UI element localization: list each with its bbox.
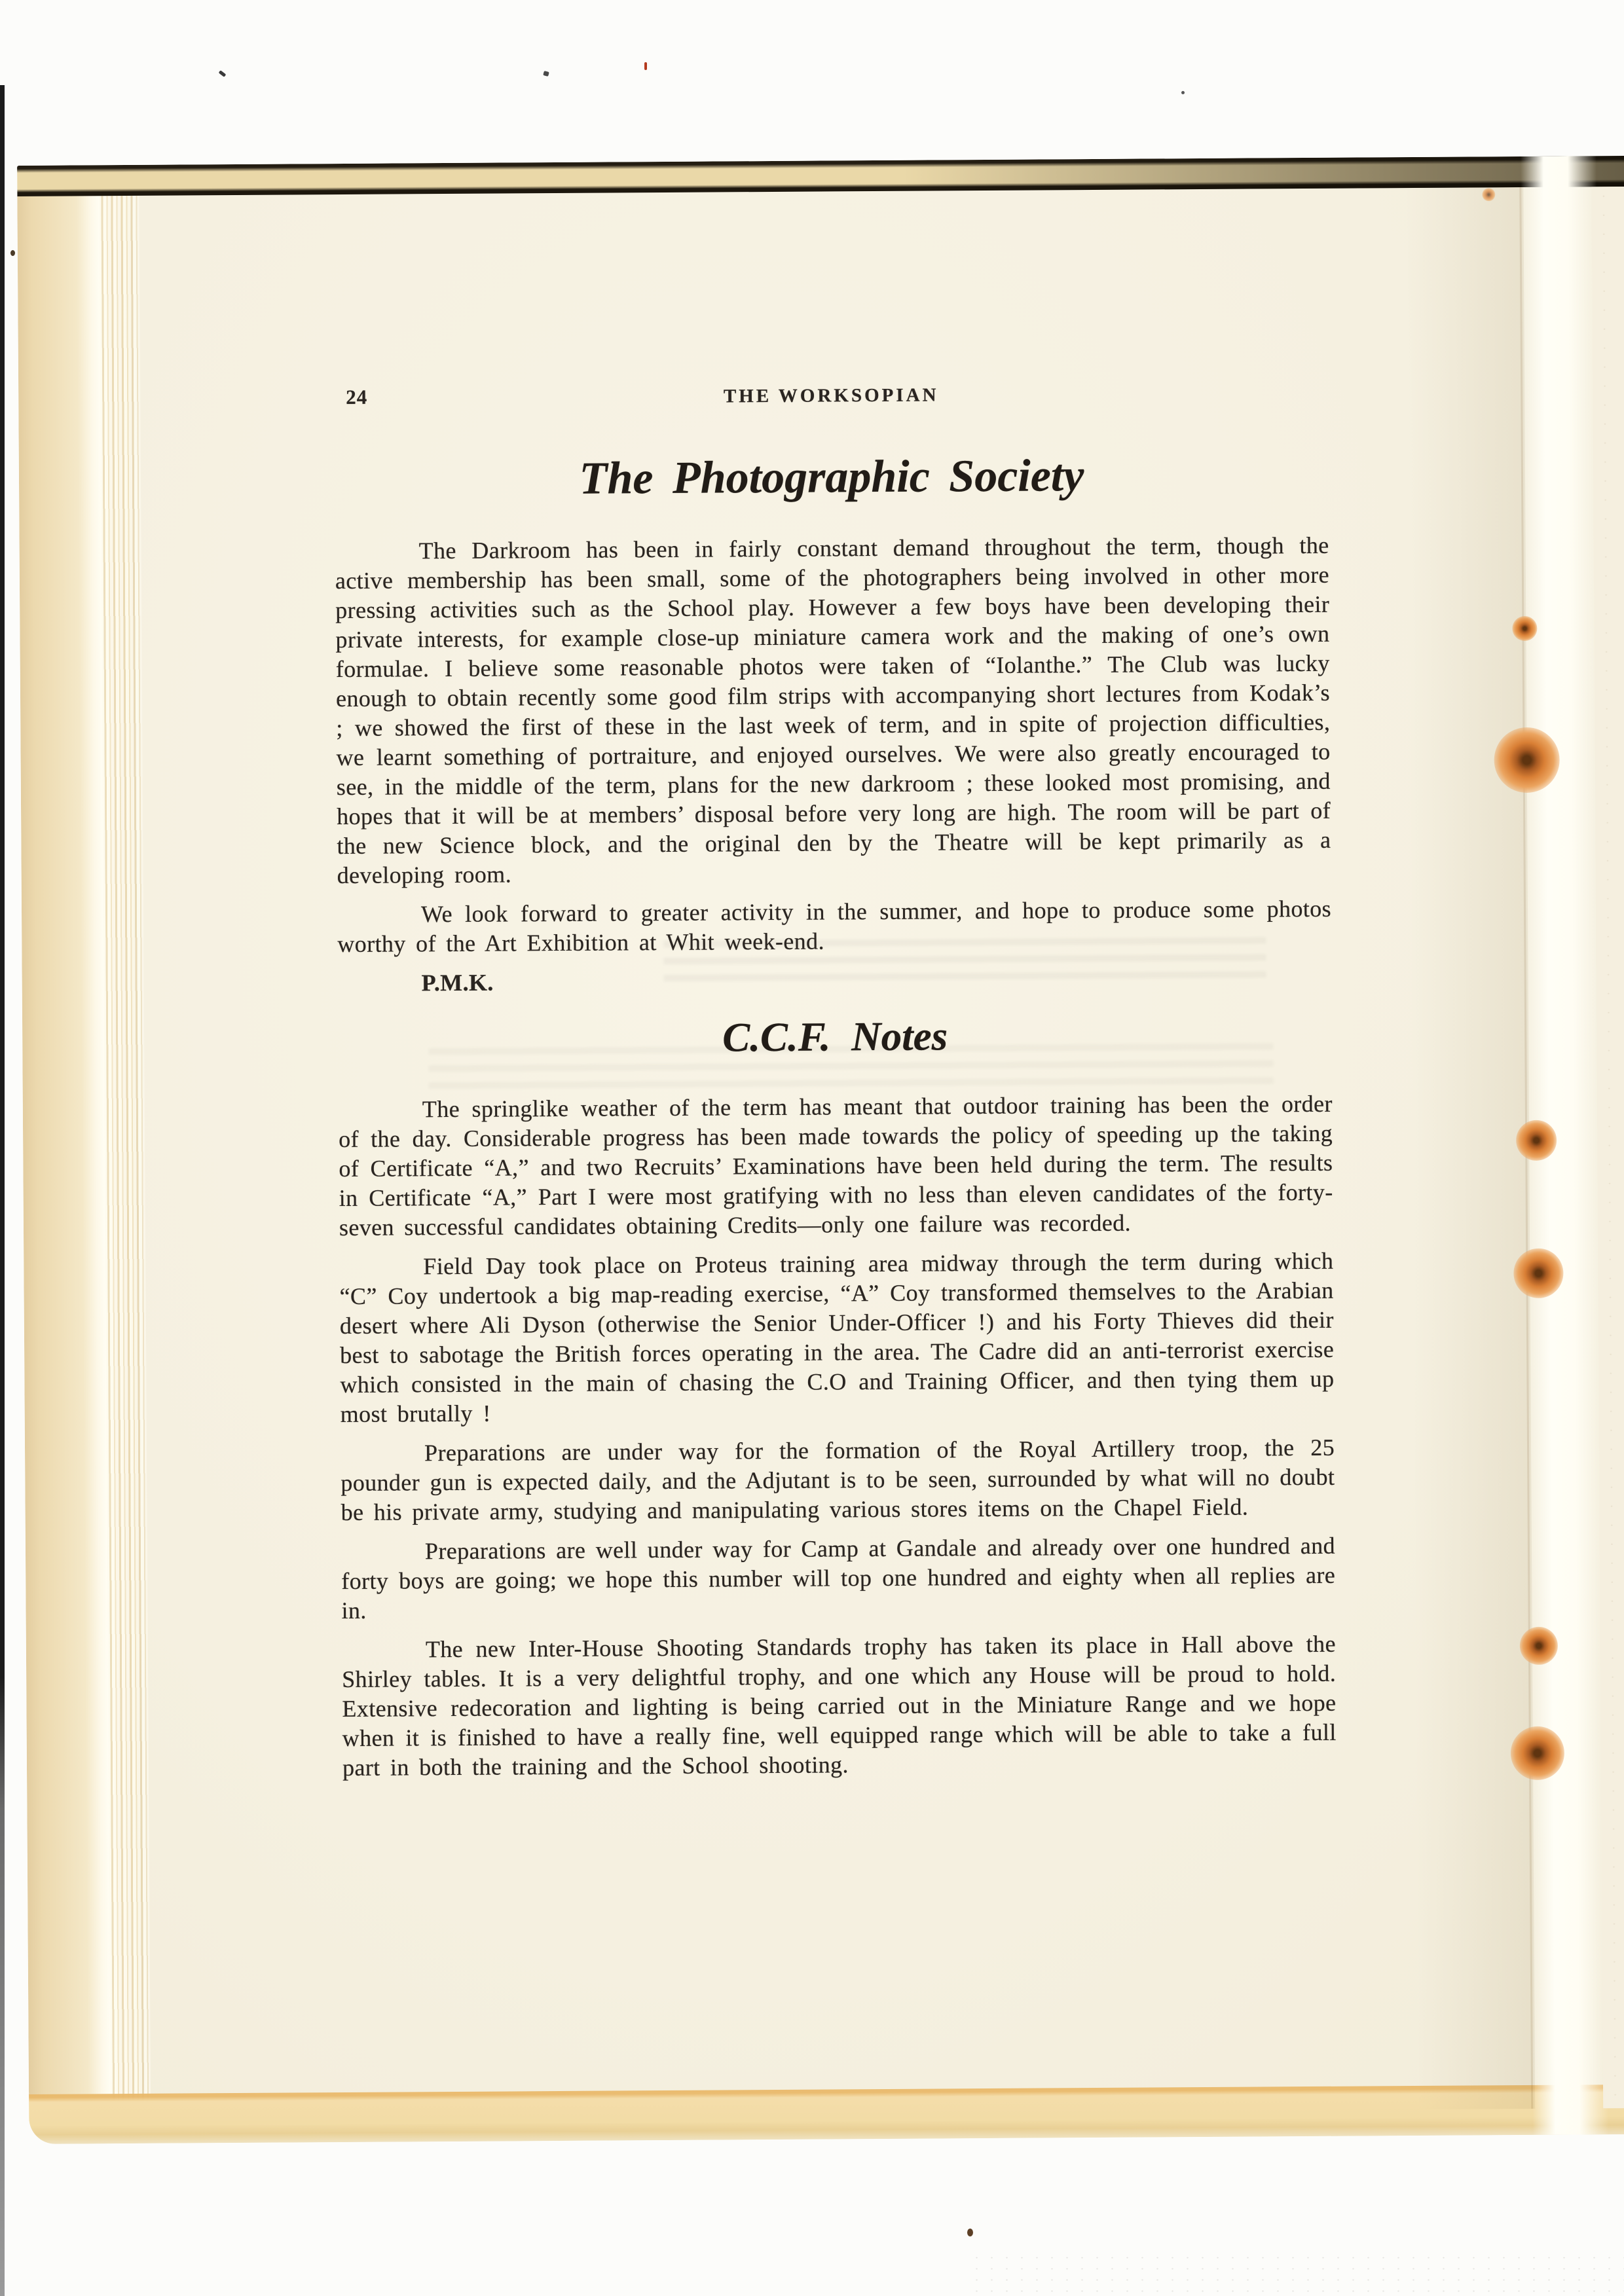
author-initials: P.M.K. [421,969,494,996]
article-photographic-society [335,447,1332,998]
article-title: C.C.F. Notes [722,1013,948,1061]
paragraph: The springlike weather of the term has meant that outdoor training has been the order of the day. Considerable progress has been made towards the policy of speeding up the taking of Certificate “A,” and two Recruits’ Examinations have been held during the term. The results in Certificate “A,” Part I were most gratifying with no less than eleven candidates of the forty-seven successful candidates obtaining Credits—only one failure was recorded. [339,1090,1333,1241]
scan-speck [543,71,549,77]
foxing-spot [1511,1726,1564,1780]
foxing-spot [1513,1248,1563,1298]
book-page [17,156,1624,2144]
paragraph: The new Inter-House Shooting Standards trophy has taken its place in Hall above the Shirley tables. It is a very delightful trophy, and one which any House will be proud to hold. Extensive redecoration and lighting is being carried out in the Miniature Range and we hope when it is finished to have a really fine, well equipped range which will be able to take a full part in both the training and the School shooting. [342,1630,1337,1781]
scan-speck [1181,91,1185,94]
foxing-spot [1494,727,1560,793]
foxing-spot [1512,616,1537,641]
paragraph: We look forward to greater activity in the summer, and hope to produce some photos worthy of the Art Exhibition at Whit week-end. [337,895,1332,958]
foxing-dot [967,2229,973,2236]
page-number: 24 [346,385,368,409]
running-head [334,378,1328,415]
foxing-spot [1482,188,1495,201]
scan-speck [219,70,227,77]
article-ccf-notes [338,1008,1337,1783]
gutter-shadow [1405,187,1535,2109]
journal-title: THE WORKSOPIAN [723,384,939,407]
paragraph: The Darkroom has been in fairly constant demand throughout the term, though the active membership has been small, some of the photographers being involved in other more pressing activities such as the School play. However a few boys have been developing their private interests, for example close-up miniature camera work and the making of one’s own formulae. I believe some reasonable photos were taken of “Iolanthe.” The Club was lucky enough to obtain recently some good film strips with accompanying short lectures from Kodak’s ; we showed the first of these in the last week of term, and in spite of projection difficulties, we learnt something of portraiture, and enjoyed ourselves. We were also greatly encouraged to see, in the middle of the term, plans for the new darkroom ; these looked most promising, and hopes that it will be at members’ disposal before very long are high. The room will be part of the new Science block, and the original den by the Theatre will be kept primarily as a developing room. [335,532,1331,889]
scan-speck [10,250,15,256]
scan-speck-red [644,62,647,70]
paragraph: Preparations are well under way for Camp at Gandale and already over one hundred and forty boys are going; we hope this number will top one hundred and eighty when all replies are in. [341,1532,1336,1624]
foxing-spot [1520,1627,1558,1665]
scanner-edge-shadow [0,85,5,2296]
book-bottom-edge [29,2085,1624,2144]
scanner-noise [969,2252,1624,2296]
foxing-spot [1516,1120,1557,1161]
paragraph: Preparations are under way for the formation of the Royal Artillery troop, the 25 pounder gun is expected daily, and the Adjutant is to be seen, surrounded by what will no doubt be his private army, studying and manipulating various stores items on the Chapel Field. [341,1434,1335,1526]
paragraph: Field Day took place on Proteus training area midway through the term during which “C” Coy undertook a big map-reading exercise, “A” Coy transformed themselves to the Arabian desert where Ali Dyson (otherwise the Senior Under-Officer !) and his Forty Thieves did their best to sabotage the British forces operating in the area. The Cadre did an anti-terrorist exercise which consisted in the main of chasing the C.O and Training Officer, and then tying them up most brutally ! [339,1247,1335,1428]
printed-content [334,378,1337,1793]
article-title: The Photographic Society [579,450,1084,504]
